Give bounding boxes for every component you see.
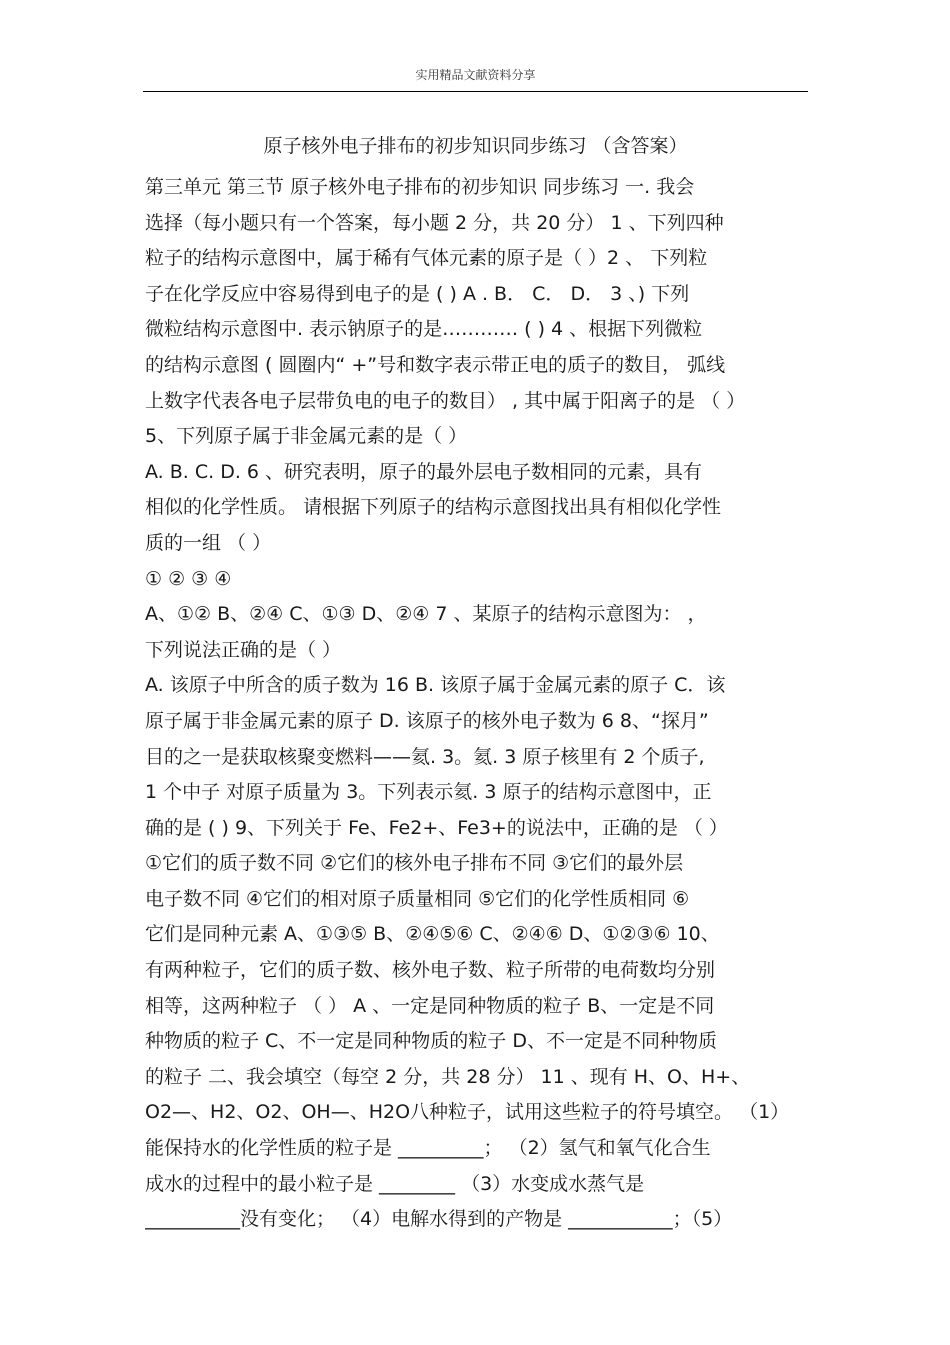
document-body xyxy=(145,170,813,1238)
text-line: 选择（每小题只有一个答案，每小题 2 分，共 20 分） 1 、下列四种 xyxy=(145,211,724,234)
text-line: __________没有变化； （4）电解水得到的产物是 ___________；（5） xyxy=(145,1208,733,1231)
text-line: 下列说法正确的是（ ） xyxy=(145,638,342,661)
text-line: 质的一组 （ ） xyxy=(145,531,272,554)
text-line: ① ② ③ ④ xyxy=(145,567,232,590)
text-line: 子在化学反应中容易得到电子的是 ( ) A . B． C． D． 3 、) 下列 xyxy=(145,282,690,305)
text-line: 电子数不同 ④它们的相对原子质量相同 ⑤它们的化学性质相同 ⑥ xyxy=(145,887,690,910)
text-line: 微粒结构示意图中. 表示钠原子的是………… ( ) 4 、根据下列微粒 xyxy=(145,318,703,341)
text-line: 相似的化学性质。 请根据下列原子的结构示意图找出具有相似化学性 xyxy=(145,496,722,519)
text-line: 能保持水的化学性质的粒子是 _________； （2）氢气和氧气化合生 xyxy=(145,1137,711,1160)
text-line: 粒子的结构示意图中，属于稀有气体元素的原子是（ ）2 、 下列粒 xyxy=(145,247,708,270)
page-header: 实用精品文献资料分享 xyxy=(415,68,536,82)
text-line: 有两种粒子，它们的质子数、核外电子数、粒子所带的电荷数均分别 xyxy=(145,959,716,982)
text-line: A. 该原子中所含的质子数为 16 B. 该原子属于金属元素的原子 C．该 xyxy=(145,674,726,697)
text-line: 原子属于非金属元素的原子 D. 该原子的核外电子数为 6 8、“探月” xyxy=(145,709,709,732)
text-line: 种物质的粒子 C、不一定是同种物质的粒子 D、不一定是不同种物质 xyxy=(145,1030,717,1053)
text-line: 1 个中子 对原子质量为 3。下列表示氦. 3 原子的结构示意图中，正 xyxy=(145,781,712,804)
document-title: 原子核外电子排布的初步知识同步练习 （含答案） xyxy=(263,135,688,157)
text-line: 成水的过程中的最小粒子是 ________ （3）水变成水蒸气是 xyxy=(145,1172,645,1195)
text-line: 上数字代表各电子层带负电的电子的数目） , 其中属于阳离子的是 （ ） xyxy=(145,389,746,412)
text-line: 的粒子 二、我会填空（每空 2 分，共 28 分） 11 、现有 H、O、H+、 xyxy=(145,1065,751,1088)
text-line: 相等，这两种粒子 （ ） A 、一定是同种物质的粒子 B、一定是不同 xyxy=(145,994,715,1017)
text-line: 它们是同种元素 A、①③⑤ B、②④⑤⑥ C、②④⑥ D、①②③⑥ 10、 xyxy=(145,923,720,946)
text-line: 目的之一是获取核聚变燃料——氦. 3。氦. 3 原子核里有 2 个质子, xyxy=(145,745,705,768)
text-line: A. B. C. D. 6 、研究表明，原子的最外层电子数相同的元素，具有 xyxy=(145,460,703,483)
header-divider xyxy=(143,91,808,92)
text-line: A、①② B、②④ C、①③ D、②④ 7 、某原子的结构示意图为： ， xyxy=(145,603,707,626)
text-line: ①它们的质子数不同 ②它们的核外电子排布不同 ③它们的最外层 xyxy=(145,852,684,875)
text-line: 的结构示意图 ( 圆圈内“ +”号和数字表示带正电的质子的数目， 弧线 xyxy=(145,353,726,376)
text-line: O2—、H2、O2、OH—、H2O八种粒子，试用这些粒子的符号填空。 （1） xyxy=(145,1101,790,1124)
text-line: 确的是 ( ) 9、下列关于 Fe、Fe2+、Fe3+的说法中，正确的是 （ ） xyxy=(145,816,728,839)
text-line: 第三单元 第三节 原子核外电子排布的初步知识 同步练习 一. 我会 xyxy=(145,176,695,198)
text-line: 5、下列原子属于非金属元素的是（ ） xyxy=(145,425,468,448)
